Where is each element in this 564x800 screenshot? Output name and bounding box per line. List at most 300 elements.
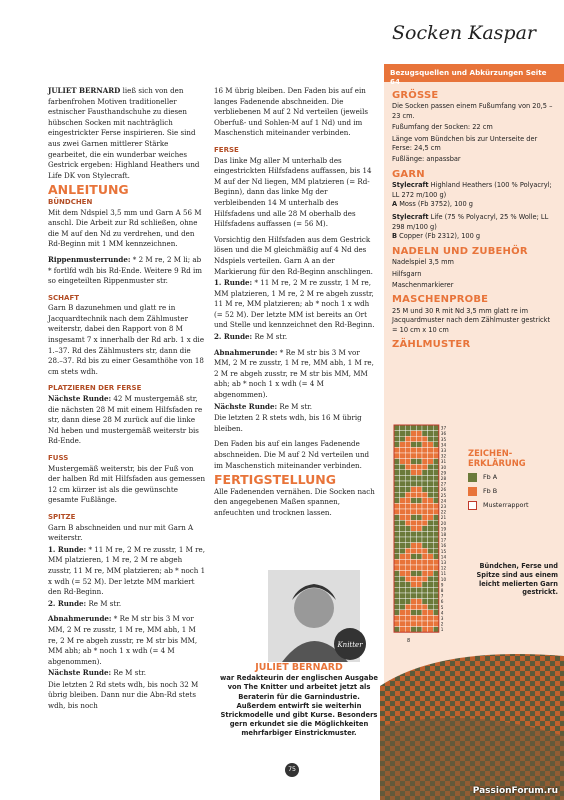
chart-cell	[400, 464, 406, 470]
chart-row-number: 3	[440, 616, 444, 621]
chart-cell	[394, 593, 400, 599]
chart-cell	[422, 576, 428, 582]
chart-cell	[428, 582, 434, 588]
chart-cell	[422, 571, 428, 577]
chart-cell	[394, 599, 400, 605]
col2-intro: 16 M übrig bleiben. Den Faden bis auf ein langes Fadenende abschneiden. Die verbliebenen M auf 2 Nd verteilen (jeweils Oberfuß- und Sohlen-M auf 1 Nd) und im Maschenstich miteinander verbinden.	[214, 86, 368, 138]
chart-row-number: 25	[440, 492, 447, 498]
chart-cell	[416, 515, 422, 521]
yarn-heading: GARN	[392, 168, 425, 180]
chart-cell	[405, 559, 411, 565]
chart-cell	[394, 492, 400, 498]
chart-cell	[411, 464, 417, 470]
ferse-text: Nächste Runde: 42 M mustergemäß str, die nächsten 28 M mit einem Hilfsfaden re str, dann diese 28 M zurück auf die linke Nd heben und mustergemäß weiterstr bis Rd-Ende.	[48, 394, 203, 446]
chart-cell	[433, 565, 439, 571]
chart-cell	[422, 475, 428, 481]
chart-cell	[422, 531, 428, 537]
chart-cell	[411, 509, 417, 515]
chart-cell	[405, 509, 411, 515]
chart-cell	[433, 498, 439, 504]
gauge-heading: MASCHENPROBE	[392, 294, 489, 306]
chart-cell	[428, 453, 434, 459]
chart-row-number: 23	[440, 504, 447, 509]
chart-cell	[428, 526, 434, 532]
chart-cell	[433, 447, 439, 453]
chart-cell	[405, 442, 411, 448]
chart-cell	[411, 571, 417, 577]
chart-cell	[416, 537, 422, 543]
chart-cell	[405, 627, 411, 633]
chart-cell	[428, 554, 434, 560]
legend	[468, 448, 564, 514]
chart-row-number: 14	[440, 554, 447, 560]
chart-cell	[394, 543, 400, 549]
chart-cell	[411, 459, 417, 465]
chart-cell	[433, 621, 439, 627]
chart-cell	[428, 559, 434, 565]
chart-cell	[400, 520, 406, 526]
size-line: Länge vom Bündchen bis zur Unterseite der Ferse: 24,5 cm	[392, 134, 538, 153]
column-2	[214, 86, 376, 520]
chart-cell	[416, 531, 422, 537]
chart-cell	[411, 475, 417, 481]
fertig-heading: FERTIGSTELLUNG	[214, 472, 337, 488]
chart-cell	[433, 459, 439, 465]
chart-cell	[394, 436, 400, 442]
chart-cell	[405, 604, 411, 610]
chart-cell	[428, 548, 434, 554]
chart-cell	[411, 436, 417, 442]
chart-cell	[428, 425, 434, 431]
chart-cell	[400, 470, 406, 476]
page-number: 75	[285, 763, 299, 777]
f-naechste: Nächste Runde: Re M str.	[214, 401, 313, 411]
swatch-b	[468, 487, 477, 496]
chart-cell	[416, 431, 422, 437]
chart-row-number: 4	[440, 610, 444, 616]
chart-cell	[394, 604, 400, 610]
chart-cell	[428, 627, 434, 633]
chart-cell	[428, 571, 434, 577]
chart-cell	[411, 453, 417, 459]
chart-cell	[400, 537, 406, 543]
chart-cell	[405, 470, 411, 476]
chart-cell	[433, 515, 439, 521]
chart-cell	[400, 565, 406, 571]
chart-cell	[394, 582, 400, 588]
chart-cell	[400, 431, 406, 437]
chart-cell	[411, 554, 417, 560]
chart-cell	[411, 599, 417, 605]
chart-row-number: 35	[440, 436, 447, 442]
column-1	[48, 86, 206, 713]
chart-cell	[400, 587, 406, 593]
chart-cell	[400, 515, 406, 521]
chart-cell	[416, 481, 422, 487]
chart-cell	[428, 492, 434, 498]
chart-cell	[394, 470, 400, 476]
chart-cell	[422, 464, 428, 470]
knitting-chart	[392, 423, 462, 645]
size-line: Fußumfang der Socken: 22 cm	[392, 123, 493, 132]
naechste-text: Nächste Runde: Re M str.	[48, 668, 147, 678]
chart-cell	[428, 515, 434, 521]
chart-row-number: 28	[440, 476, 447, 481]
chart-cell	[400, 559, 406, 565]
author-name: JULIET BERNARD	[255, 662, 343, 673]
chart-cell	[416, 559, 422, 565]
chart-cell	[411, 543, 417, 549]
chart-cell	[433, 615, 439, 621]
chart-cell	[416, 615, 422, 621]
chart-cell	[394, 475, 400, 481]
chart-cell	[416, 464, 422, 470]
chart-cell	[422, 425, 428, 431]
chart-row-number: 36	[440, 431, 447, 437]
chart-cell	[422, 554, 428, 560]
chart-cell	[433, 537, 439, 543]
chart-cell	[433, 442, 439, 448]
chart-cell	[428, 481, 434, 487]
chart-cell	[422, 431, 428, 437]
chart-cell	[411, 531, 417, 537]
chart-cell	[394, 610, 400, 616]
chart-cell	[411, 621, 417, 627]
chart-cell	[411, 520, 417, 526]
chart-cell	[405, 503, 411, 509]
yarn-a: Stylecraft Highland Heathers (100 % Polyacryl; LL 272 m/100 g) A Moss (Fb 3752), 100 g	[392, 181, 552, 209]
chart-cell	[400, 582, 406, 588]
chart-cell	[428, 503, 434, 509]
chart-cell	[400, 492, 406, 498]
chart-cell	[394, 459, 400, 465]
chart-cell	[416, 610, 422, 616]
chart-cell	[400, 610, 406, 616]
chart-cell	[405, 548, 411, 554]
chart-cell	[416, 475, 422, 481]
intro: JULIET BERNARD ließ sich von den farbenfrohen Motiven traditioneller estnischer Fausthandschuhe zu diesen hübschen Socken mit nachträglich eingestrickter Ferse inspirieren. Sie sind aus zwei Garnen mittlerer Stärke gearbeitet, die ein wunderbar weiches Gestrick ergeben: Highland Heathers und Life DK von Stylecraft.	[48, 86, 200, 180]
swatch-a	[468, 473, 477, 482]
chart-cell	[422, 453, 428, 459]
chart-cell	[394, 520, 400, 526]
chart-cell	[405, 621, 411, 627]
chart-cell	[416, 487, 422, 493]
chart-cell	[405, 571, 411, 577]
chart-cell	[428, 610, 434, 616]
chart-row-number: 10	[440, 576, 447, 582]
chart-cell	[422, 487, 428, 493]
chart-cell	[428, 442, 434, 448]
buendchen-heading: BÜNDCHEN	[48, 197, 93, 206]
chart-cell	[422, 459, 428, 465]
chart-cell	[428, 593, 434, 599]
chart-cell	[411, 487, 417, 493]
chart-cell	[428, 537, 434, 543]
fuss-text: Mustergemäß weiterstr, bis der Fuß von der halben Rd mit Hilfsfaden aus gemessen 12 cm kürzer ist als die gewünschte gesamte Fußlänge.	[48, 463, 206, 505]
chart-cell	[428, 543, 434, 549]
chart-cell	[394, 531, 400, 537]
chart-cell	[416, 593, 422, 599]
author-bio	[220, 663, 378, 739]
chart-cell	[405, 582, 411, 588]
chart-cell	[394, 615, 400, 621]
chart-cell	[405, 554, 411, 560]
chart-cell	[405, 436, 411, 442]
chart-row-number: 27	[440, 481, 447, 487]
chart-cell	[400, 498, 406, 504]
chart-cell	[405, 610, 411, 616]
chart-column-label: 8	[407, 638, 411, 644]
chart-cell	[411, 498, 417, 504]
chart-cell	[416, 436, 422, 442]
chart-cell	[394, 565, 400, 571]
chart-cell	[400, 459, 406, 465]
chart-cell	[416, 548, 422, 554]
chart-cell	[394, 453, 400, 459]
magazine-badge: Knitter	[337, 641, 363, 649]
chart-cell	[411, 431, 417, 437]
chart-cell	[433, 627, 439, 633]
chart-cell	[394, 464, 400, 470]
chart-cell	[405, 492, 411, 498]
chart-cell	[422, 537, 428, 543]
legend-item-b: Fb B	[468, 486, 564, 496]
chart-cell	[394, 554, 400, 560]
chart-cell	[400, 621, 406, 627]
chart-cell	[394, 576, 400, 582]
chart-cell	[416, 604, 422, 610]
chart-cell	[433, 431, 439, 437]
chart-row-number: 29	[440, 470, 447, 476]
chart-cell	[411, 470, 417, 476]
chart-cell	[411, 576, 417, 582]
chart-cell	[428, 464, 434, 470]
chart-cell	[422, 565, 428, 571]
chart-cell	[422, 520, 428, 526]
chart-cell	[416, 554, 422, 560]
chart-row-number: 19	[440, 526, 447, 532]
chart-cell	[428, 587, 434, 593]
chart-cell	[400, 481, 406, 487]
chart-cell	[400, 548, 406, 554]
chart-cell	[433, 470, 439, 476]
needles-line: Nadelspiel 3,5 mm	[392, 258, 454, 267]
chart-cell	[394, 431, 400, 437]
chart-cell	[433, 599, 439, 605]
chart-row-number: 11	[440, 571, 447, 577]
chart-row-number: 17	[440, 537, 447, 543]
chart-cell	[416, 447, 422, 453]
f-schluss: Den Faden bis auf ein langes Fadenende abschneiden. Die M auf 2 Nd verteilen und im Maschenstich miteinander verbinden.	[214, 439, 370, 470]
chart-cell	[400, 526, 406, 532]
chart-cell	[400, 453, 406, 459]
chart-cell	[411, 582, 417, 588]
round-2: 2. Runde: Re M str.	[48, 598, 122, 608]
chart-cell	[411, 593, 417, 599]
chart-cell	[405, 615, 411, 621]
chart-cell	[400, 442, 406, 448]
chart-cell	[416, 571, 422, 577]
chart-row-number: 13	[440, 560, 447, 565]
chart-cell	[433, 543, 439, 549]
sock-photo	[380, 646, 564, 800]
chart-cell	[428, 470, 434, 476]
chart-row-number: 8	[440, 588, 444, 593]
chart-cell	[433, 604, 439, 610]
chart-cell	[422, 593, 428, 599]
chart-cell	[416, 503, 422, 509]
chart-row-number: 6	[440, 599, 444, 605]
chart-cell	[400, 436, 406, 442]
chart-cell	[405, 543, 411, 549]
f-round-2: 2. Runde: Re M str.	[214, 332, 288, 342]
chart-cell	[416, 621, 422, 627]
chart-row-number: 33	[440, 448, 447, 453]
chart-cell	[416, 509, 422, 515]
chart-cell	[422, 503, 428, 509]
chart-cell	[400, 447, 406, 453]
chart-cell	[394, 509, 400, 515]
chart-row-number: 12	[440, 565, 447, 571]
chart-cell	[416, 599, 422, 605]
chart-cell	[422, 447, 428, 453]
chart-cell	[422, 627, 428, 633]
chart-cell	[411, 515, 417, 521]
chart-row-number: 16	[440, 543, 447, 549]
chart-cell	[405, 487, 411, 493]
chart-cell	[422, 492, 428, 498]
chart-cell	[411, 565, 417, 571]
author-text: war Redakteurin der englischen Ausgabe von The Knitter und arbeitet jetzt als Beraterin für die Garnindustrie. Außerdem entwirft sie weiterhin Strickmodelle und gibt Kurse. Besonders gern erkundet sie die Möglichkeiten mehrfarbiger Einstrickmuster.	[220, 674, 378, 738]
chart-cell	[405, 447, 411, 453]
chart-cell	[433, 554, 439, 560]
chart-cell	[405, 475, 411, 481]
chart-cell	[400, 503, 406, 509]
chart-cell	[411, 425, 417, 431]
chart-cell	[416, 627, 422, 633]
chart-cell	[416, 576, 422, 582]
needles-heading: NADELN UND ZUBEHÖR	[392, 245, 528, 257]
chart-cell	[433, 453, 439, 459]
chart-cell	[405, 425, 411, 431]
chart-cell	[422, 442, 428, 448]
chart-cell	[416, 459, 422, 465]
chart-cell	[394, 503, 400, 509]
chart-cell	[433, 559, 439, 565]
chart-cell	[405, 593, 411, 599]
chart-cell	[422, 436, 428, 442]
chart-cell	[405, 531, 411, 537]
chart-row-number: 5	[440, 604, 444, 610]
size-line: Die Socken passen einem Fußumfang von 20,5 – 23 cm.	[392, 102, 553, 120]
chart-cell	[433, 582, 439, 588]
chart-cell	[433, 464, 439, 470]
spitze-heading: SPITZE	[48, 512, 76, 521]
chart-cell	[428, 431, 434, 437]
chart-cell	[394, 515, 400, 521]
chart-cell	[433, 587, 439, 593]
ferse-heading: PLATZIEREN DER FERSE	[48, 384, 142, 393]
chart-cell	[422, 509, 428, 515]
chart-cell	[411, 442, 417, 448]
chart-row-number: 7	[440, 593, 444, 599]
chart-cell	[422, 610, 428, 616]
chart-row-number: 32	[440, 453, 447, 459]
chart-cell	[411, 587, 417, 593]
chart-cell	[433, 520, 439, 526]
chart-cell	[400, 615, 406, 621]
swatch-rapport	[468, 501, 477, 510]
chart-cell	[428, 565, 434, 571]
chart-cell	[400, 593, 406, 599]
chart-cell	[416, 498, 422, 504]
chart-cell	[405, 464, 411, 470]
chart-cell	[416, 442, 422, 448]
chart-cell	[405, 453, 411, 459]
chart-cell	[411, 604, 417, 610]
chart-cell	[422, 543, 428, 549]
chart-cell	[411, 615, 417, 621]
chart-cell	[416, 470, 422, 476]
chart-cell	[416, 453, 422, 459]
chart-cell	[433, 436, 439, 442]
chart-cell	[428, 509, 434, 515]
author-portrait	[260, 570, 370, 662]
anleitung-heading: ANLEITUNG	[48, 182, 129, 198]
spitze-text: Garn B abschneiden und nur mit Garn A weiterstr.	[48, 522, 194, 543]
chart-cell	[411, 548, 417, 554]
chart-cell	[433, 481, 439, 487]
chart-cell	[433, 576, 439, 582]
chart-cell	[433, 475, 439, 481]
chart-cell	[422, 621, 428, 627]
chart-cell	[422, 526, 428, 532]
size-heading: GRÖSSE	[392, 90, 439, 101]
chart-row-number: 9	[440, 582, 444, 588]
chart-cell	[411, 503, 417, 509]
chart-cell	[400, 604, 406, 610]
chart-row-number: 18	[440, 532, 447, 537]
chart-cell	[405, 587, 411, 593]
chart-cell	[428, 520, 434, 526]
legend-item-a: Fb A	[468, 472, 564, 482]
chart-cell	[433, 548, 439, 554]
chart-cell	[400, 543, 406, 549]
chart-cell	[433, 487, 439, 493]
chart-row-number: 30	[440, 464, 447, 470]
chart-cell	[433, 571, 439, 577]
chart-cell	[405, 565, 411, 571]
chart-cell	[394, 621, 400, 627]
chart-cell	[405, 498, 411, 504]
chart-row-number: 15	[440, 548, 447, 554]
chart-cell	[411, 492, 417, 498]
chart-cell	[394, 526, 400, 532]
chart-cell	[394, 571, 400, 577]
chart-cell	[422, 481, 428, 487]
chart-cell	[405, 526, 411, 532]
chart-cell	[433, 531, 439, 537]
chart-cell	[433, 593, 439, 599]
gauge-text: 25 M und 30 R mit Nd 3,5 mm glatt re im Jacquardmuster nach dem Zählmuster gestrickt = 10 cm x 10 cm	[392, 306, 551, 334]
chart-cell	[400, 531, 406, 537]
chart-cell	[405, 459, 411, 465]
rippen-text: Rippenmusterrunde: * 2 M re, 2 M li; ab * fortlfd wdh bis Rd-Ende. Weitere 9 Rd im so eingeteilten Rippenmuster str.	[48, 254, 203, 286]
chart-row-number: 21	[440, 515, 447, 521]
fertig-text: Alle Fadenenden vernähen. Die Socken nach den angegebenen Maßen spannen, anfeuchten und trocknen lassen.	[214, 486, 375, 517]
chart-cell	[394, 447, 400, 453]
chart-cell	[422, 615, 428, 621]
